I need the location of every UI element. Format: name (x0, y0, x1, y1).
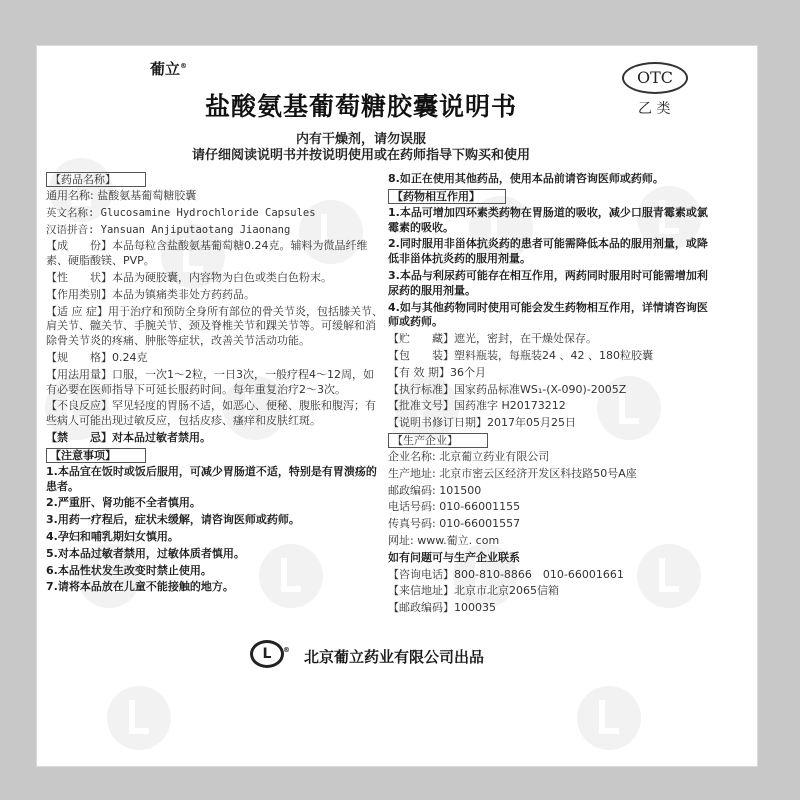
company-postcode: 邮政编码: 101500 (388, 483, 482, 497)
ingredients-label: 成 份 (57, 239, 101, 253)
appearance-label: 性 状 (57, 270, 101, 284)
category-text: 本品为镇痛类非处方药药品。 (112, 287, 255, 301)
storage-row: 【贮 藏】遮光，密封，在干燥处保存。 (388, 332, 597, 346)
spec-label: 规 格 (57, 350, 101, 364)
right-column (388, 172, 710, 618)
brand-text: 葡立 (150, 60, 181, 78)
company-website: 网址: www.葡立. com (388, 533, 500, 547)
contraindication-text: 对本品过敏者禁用。 (112, 430, 211, 444)
drug-name-header: 【药品名称】 (46, 172, 146, 187)
mail-text: 北京市北京2065信箱 (454, 584, 559, 598)
dosage-row: 【用法用量】口服，一次1～2粒，一日3次，一般疗程4～12周，如有必要在医师指导下可延长服药时间。每年重复治疗2～3次。 (46, 367, 374, 396)
footer-company: 北京葡立药业有限公司出品 (304, 648, 485, 666)
interaction-item: 2.同时服用非甾体抗炎药的患者可能需降低本品的服用剂量，或降低非甾体抗炎药的服用剂量。 (388, 237, 708, 266)
usage-warning: 请仔细阅读说明书并按说明使用或在药师指导下购买和使用 (191, 148, 530, 163)
cautions-header: 【注意事项】 (46, 448, 146, 463)
indications-label: 适 应 症 (57, 304, 97, 318)
interaction-item: 4.如与其他药物同时使用可能会发生药物相互作用，详情请咨询医师或药师。 (388, 300, 708, 329)
interaction-header: 【药物相互作用】 (388, 189, 506, 204)
contraindication-label: 禁 忌 (57, 430, 101, 444)
company-phone: 电话号码: 010-66001155 (388, 500, 521, 514)
dosage-label: 用法用量 (57, 367, 101, 381)
category-label: 作用类别 (57, 287, 101, 301)
english-name: 英文名称: Glucosamine Hydrochloride Capsules (46, 206, 316, 219)
brand-logo (150, 58, 187, 79)
caution-item: 6.本品性状发生改变时禁止使用。 (46, 563, 212, 577)
caution-item: 5.对本品过敏者禁用，过敏体质者慎用。 (46, 546, 245, 560)
spec-row: 【规 格】0.24克 (46, 350, 148, 364)
indications-text: 用于治疗和预防全身所有部位的骨关节炎，包括膝关节、肩关节、髋关节、手腕关节、颈及脊椎关节和踝关节等。可缓解和消除骨关节炎的疼痛、肿胀等症状，改善关节活动功能。 (46, 304, 383, 348)
standard-row: 【执行标准】国家药品标准WS₁-(X-090)-2005Z (388, 382, 627, 396)
standard-text: 国家药品标准WS₁-(X-090)-2005Z (454, 382, 627, 396)
spec-text: 0.24克 (112, 350, 148, 364)
dosage-text: 口服，一次1～2粒，一日3次，一般疗程4～12周，如有必要在医师指导下可延长服药时间。每年重复治疗2～3次。 (46, 367, 374, 396)
appearance-text: 本品为硬胶囊，内容物为白色或类白色粉末。 (112, 270, 332, 284)
hotline-label: 咨询电话 (399, 567, 443, 581)
logo-letter: L (262, 646, 272, 662)
company-name: 企业名称: 北京葡立药业有限公司 (388, 449, 550, 463)
hotline-text: 800-810-8866 010-66001661 (454, 567, 624, 581)
category-row: 【作用类别】本品为镇痛类非处方药药品。 (46, 287, 255, 301)
package-row: 【包 装】塑料瓶装，每瓶装24 、42 、180粒胶囊 (388, 348, 653, 362)
revision-text: 2017年05月25日 (487, 416, 576, 430)
ingredients-row: 【成 份】本品每粒含盐酸氨基葡萄糖0.24克。辅料为微晶纤维素、硬脂酸镁、PVP。 (46, 239, 368, 268)
desiccant-warning: 内有干燥剂，请勿误服 (295, 132, 426, 147)
interaction-item: 1.本品可增加四环素类药物在胃肠道的吸收，减少口服青霉素或氯霉素的吸收。 (388, 205, 708, 234)
approval-label: 批准文号 (399, 399, 443, 413)
adverse-row: 【不良反应】罕见轻度的胃肠不适，如恶心、便秘、腹胀和腹泻；有些病人可能出现过敏反应，包括皮疹、瘙痒和皮肤红斑。 (46, 399, 376, 428)
caution-item: 3.用药一疗程后，症状未缓解，请咨询医师或药师。 (46, 513, 300, 527)
appearance-row: 【性 状】本品为硬胶囊，内容物为白色或类白色粉末。 (46, 270, 332, 284)
validity-text: 36个月 (450, 365, 486, 379)
company-fax: 传真号码: 010-66001557 (388, 517, 521, 531)
pinyin-name: 汉语拼音: Yansuan Anjiputaotang Jiaonang (46, 223, 291, 236)
standard-label: 执行标准 (399, 382, 443, 396)
caution-item: 2.严重肝、肾功能不全者慎用。 (46, 496, 201, 510)
mail-row: 【来信地址】北京市北京2065信箱 (388, 584, 559, 598)
caution-item: 7.请将本品放在儿童不能接触的地方。 (46, 580, 234, 594)
otc-badge: OTC (622, 62, 688, 94)
contact-note: 如有问题可与生产企业联系 (388, 550, 520, 564)
ingredients-text: 本品每粒含盐酸氨基葡萄糖0.24克。辅料为微晶纤维素、硬脂酸镁、PVP。 (46, 239, 368, 268)
contraindication-row: 【禁 忌】对本品过敏者禁用。 (46, 430, 211, 444)
company-logo-icon (250, 640, 290, 668)
revision-row: 【说明书修订日期】2017年05月25日 (388, 416, 576, 430)
page-title: 盐酸氨基葡萄糖胶囊说明书 (204, 92, 517, 121)
adverse-label: 不良反应 (57, 399, 101, 413)
mail-label: 来信地址 (399, 584, 443, 598)
mail-postcode-label: 邮政编码 (399, 601, 443, 615)
interaction-item: 3.本品与利尿药可能存在相互作用，两药同时服用时可能需增加利尿药的服用剂量。 (388, 268, 708, 297)
hotline-row: 【咨询电话】800-810-8866 010-66001661 (388, 567, 624, 581)
left-column (46, 172, 384, 597)
approval-row: 【批准文号】国药准字 H20173212 (388, 399, 566, 413)
validity-label: 有 效 期 (399, 365, 439, 379)
caution-item: 8.如正在使用其他药品，使用本品前请咨询医师或药师。 (388, 172, 664, 185)
mail-postcode-row: 【邮政编码】100035 (388, 601, 496, 615)
approval-text: 国药准字 H20173212 (454, 399, 566, 413)
caution-item: 1.本品宜在饭时或饭后服用，可减少胃肠道不适，特别是有胃溃疡的患者。 (46, 464, 377, 493)
mail-postcode-text: 100035 (454, 601, 496, 615)
registered-mark: ® (180, 62, 188, 70)
watermark-logo-icon (107, 686, 171, 750)
watermark-logo-icon (577, 686, 641, 750)
validity-row: 【有 效 期】36个月 (388, 365, 486, 379)
indications-row: 【适 应 症】用于治疗和预防全身所有部位的骨关节炎，包括膝关节、肩关节、髋关节、手腕关节、颈及脊椎关节和踝关节等。可缓解和消除骨关节炎的疼痛、肿胀等症状，改善关节活动功能。 (46, 304, 383, 348)
logo-registered-mark: ® (283, 646, 290, 654)
caution-item: 4.孕妇和哺乳期妇女慎用。 (46, 529, 179, 543)
adverse-text: 罕见轻度的胃肠不适，如恶心、便秘、腹胀和腹泻；有些病人可能出现过敏反应，包括皮疹、瘙痒和皮肤红斑。 (46, 399, 376, 428)
revision-label: 说明书修订日期 (399, 416, 476, 430)
package-label: 包 装 (399, 348, 443, 362)
manufacturer-header: 【生产企业】 (388, 433, 488, 448)
company-address: 生产地址: 北京市密云区经济开发区科技路50号A座 (388, 466, 637, 480)
otc-class: 乙 类 (638, 101, 671, 117)
storage-text: 遮光，密封，在干燥处保存。 (454, 332, 597, 346)
generic-name: 通用名称: 盐酸氨基葡萄糖胶囊 (46, 189, 197, 202)
storage-label: 贮 藏 (399, 332, 443, 346)
package-text: 塑料瓶装，每瓶装24 、42 、180粒胶囊 (454, 348, 653, 362)
